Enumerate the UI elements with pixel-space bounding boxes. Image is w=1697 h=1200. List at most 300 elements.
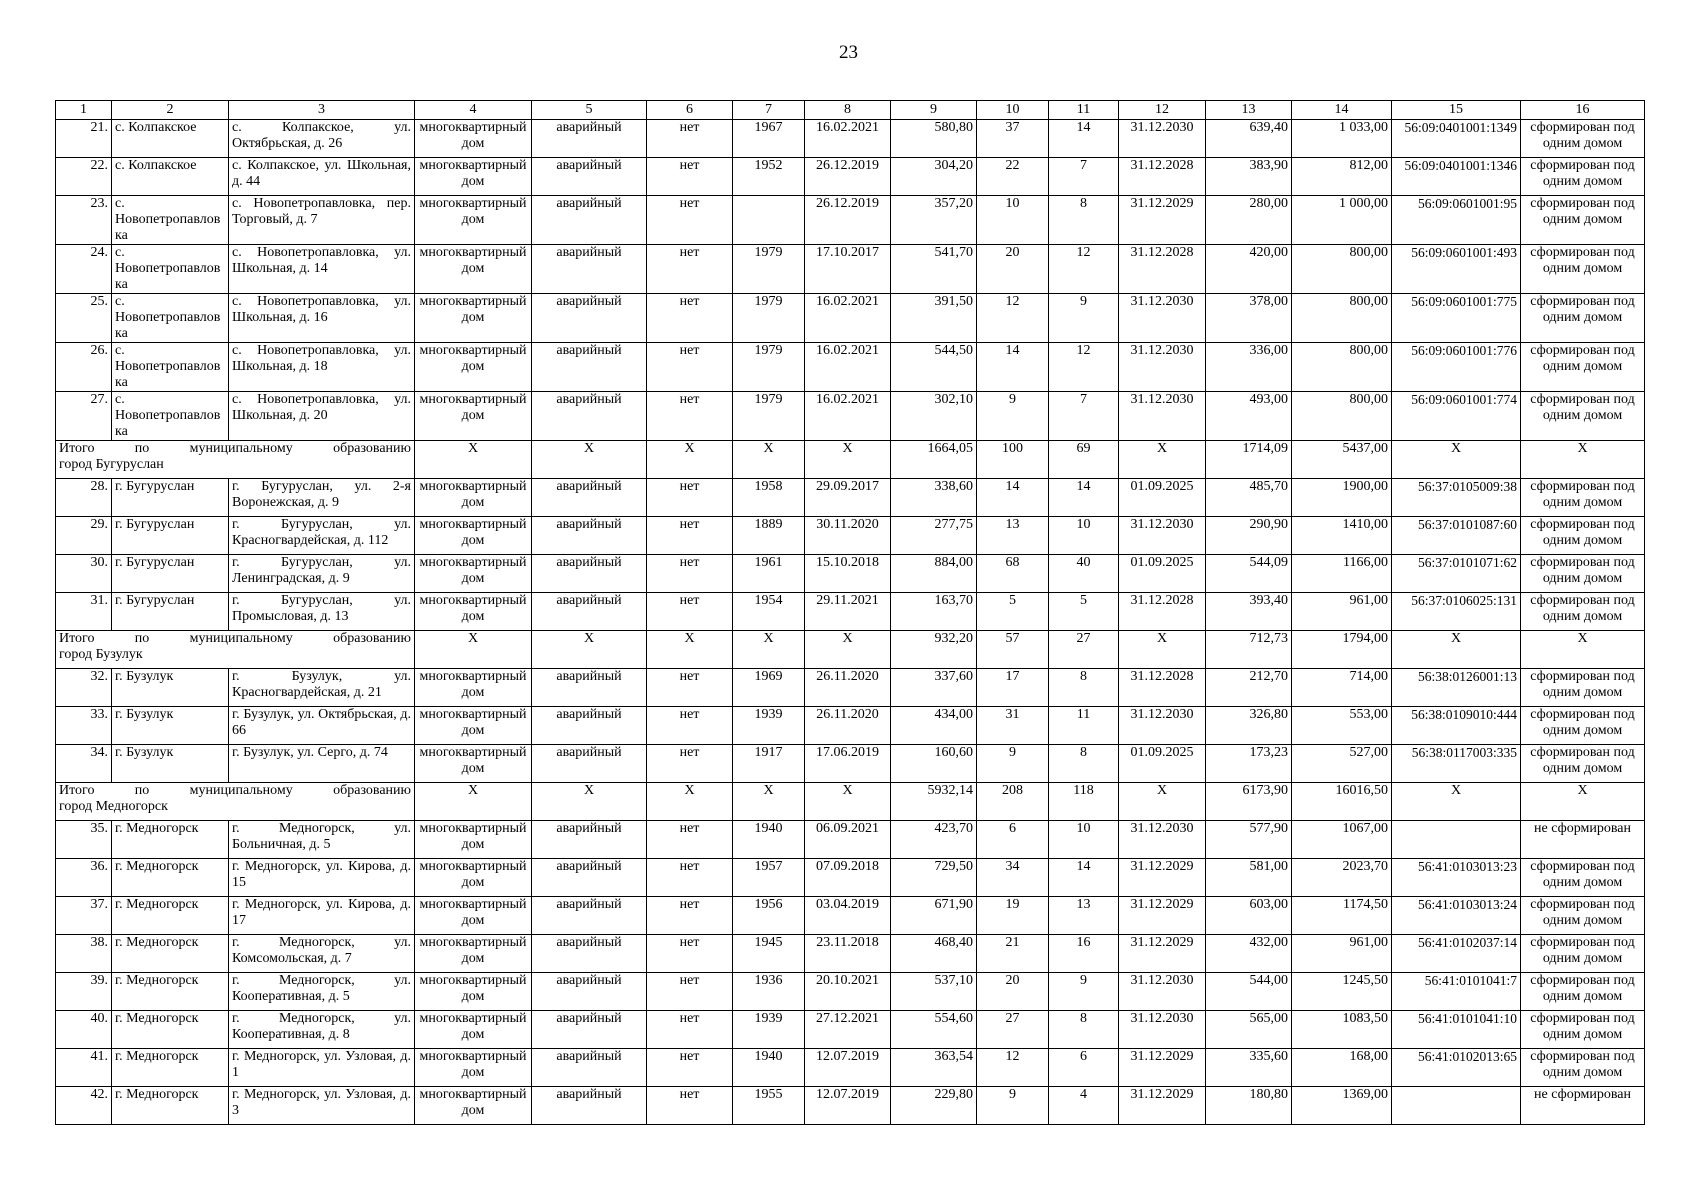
subtotal-flats: 118 bbox=[1049, 783, 1119, 821]
cell-cost: 1 000,00 bbox=[1292, 196, 1392, 245]
cell-address: г. Медногорск, ул. Кирова, д. 15 bbox=[229, 859, 415, 897]
cell-resettled-area: 173,23 bbox=[1206, 745, 1292, 783]
cell-flats: 8 bbox=[1049, 669, 1119, 707]
cell-settlement: с. Новопетропавловка bbox=[112, 343, 229, 392]
cell-condition: аварийный bbox=[532, 1049, 647, 1087]
cell-total-area: 304,20 bbox=[891, 158, 977, 196]
cell-resettled-area: 290,90 bbox=[1206, 517, 1292, 555]
cell-flats: 8 bbox=[1049, 745, 1119, 783]
cell-cost: 961,00 bbox=[1292, 593, 1392, 631]
table-row bbox=[56, 745, 1645, 783]
cell-resettled-area: 212,70 bbox=[1206, 669, 1292, 707]
table-row bbox=[56, 669, 1645, 707]
subtotal-condition: X bbox=[532, 441, 647, 479]
subtotal-row bbox=[56, 441, 1645, 479]
cell-flats: 12 bbox=[1049, 343, 1119, 392]
cell-land-status: сформирован под одним домом bbox=[1521, 392, 1645, 441]
cell-resettled-area: 420,00 bbox=[1206, 245, 1292, 294]
cell-cost: 1174,50 bbox=[1292, 897, 1392, 935]
subtotal-residents: 100 bbox=[977, 441, 1049, 479]
cell-address: с. Колпакское, ул. Школьная, д. 44 bbox=[229, 158, 415, 196]
column-number-2: 2 bbox=[112, 101, 229, 120]
cell-address: г. Медногорск, ул. Кооперативная, д. 5 bbox=[229, 973, 415, 1011]
cell-cadastral-number bbox=[1392, 1087, 1521, 1125]
cell-cadastral-number: 56:37:0101087:60 bbox=[1392, 517, 1521, 555]
cell-address: с. Новопетропавловка, пер. Торговый, д. 7 bbox=[229, 196, 415, 245]
cell-row-number: 37. bbox=[56, 897, 112, 935]
cell-residents: 34 bbox=[977, 859, 1049, 897]
table-row bbox=[56, 1087, 1645, 1125]
cell-cadastral-number: 56:41:0103013:24 bbox=[1392, 897, 1521, 935]
cell-cost: 168,00 bbox=[1292, 1049, 1392, 1087]
cell-settlement: г. Медногорск bbox=[112, 973, 229, 1011]
subtotal-label bbox=[56, 441, 415, 479]
cell-total-area: 163,70 bbox=[891, 593, 977, 631]
cell-settlement: г. Бузулук bbox=[112, 669, 229, 707]
cell-build-year: 1957 bbox=[733, 859, 805, 897]
cell-total-area: 537,10 bbox=[891, 973, 977, 1011]
cell-deadline: 31.12.2029 bbox=[1119, 1087, 1206, 1125]
column-number-4: 4 bbox=[415, 101, 532, 120]
column-number-7: 7 bbox=[733, 101, 805, 120]
cell-total-area: 391,50 bbox=[891, 294, 977, 343]
cell-land-status: сформирован под одним домом bbox=[1521, 973, 1645, 1011]
cell-wear-note: нет bbox=[647, 935, 733, 973]
column-number-3: 3 bbox=[229, 101, 415, 120]
cell-wear-note: нет bbox=[647, 120, 733, 158]
cell-row-number: 27. bbox=[56, 392, 112, 441]
cell-house-type: многоквартирный дом bbox=[415, 859, 532, 897]
column-number-14: 14 bbox=[1292, 101, 1392, 120]
cell-deadline: 31.12.2030 bbox=[1119, 1011, 1206, 1049]
subtotal-deadline: X bbox=[1119, 631, 1206, 669]
cell-residents: 37 bbox=[977, 120, 1049, 158]
cell-wear-note: нет bbox=[647, 973, 733, 1011]
cell-total-area: 338,60 bbox=[891, 479, 977, 517]
cell-wear-note: нет bbox=[647, 1011, 733, 1049]
cell-build-year: 1939 bbox=[733, 707, 805, 745]
cell-flats: 14 bbox=[1049, 859, 1119, 897]
table-row bbox=[56, 517, 1645, 555]
subtotal-recognition-date: X bbox=[805, 441, 891, 479]
cell-build-year: 1940 bbox=[733, 821, 805, 859]
column-number-9: 9 bbox=[891, 101, 977, 120]
cell-cadastral-number: 56:38:0126001:13 bbox=[1392, 669, 1521, 707]
subtotal-label bbox=[56, 631, 415, 669]
cell-wear-note: нет bbox=[647, 593, 733, 631]
cell-land-status: сформирован под одним домом bbox=[1521, 707, 1645, 745]
cell-total-area: 229,80 bbox=[891, 1087, 977, 1125]
cell-deadline: 31.12.2030 bbox=[1119, 392, 1206, 441]
cell-recognition-date: 12.07.2019 bbox=[805, 1087, 891, 1125]
cell-settlement: с. Новопетропавловка bbox=[112, 294, 229, 343]
cell-build-year: 1979 bbox=[733, 392, 805, 441]
cell-cadastral-number: 56:38:0117003:335 bbox=[1392, 745, 1521, 783]
cell-resettled-area: 581,00 bbox=[1206, 859, 1292, 897]
cell-land-status: сформирован под одним домом bbox=[1521, 343, 1645, 392]
subtotal-recognition-date: X bbox=[805, 783, 891, 821]
subtotal-flats: 69 bbox=[1049, 441, 1119, 479]
cell-residents: 20 bbox=[977, 245, 1049, 294]
cell-resettled-area: 639,40 bbox=[1206, 120, 1292, 158]
subtotal-land-status: X bbox=[1521, 441, 1645, 479]
cell-deadline: 31.12.2028 bbox=[1119, 669, 1206, 707]
cell-condition: аварийный bbox=[532, 294, 647, 343]
cell-row-number: 41. bbox=[56, 1049, 112, 1087]
table-body bbox=[56, 120, 1645, 1125]
cell-house-type: многоквартирный дом bbox=[415, 245, 532, 294]
table-row bbox=[56, 343, 1645, 392]
cell-land-status: сформирован под одним домом bbox=[1521, 245, 1645, 294]
cell-recognition-date: 26.11.2020 bbox=[805, 669, 891, 707]
cell-total-area: 160,60 bbox=[891, 745, 977, 783]
housing-registry-table bbox=[55, 100, 1645, 1125]
table-row bbox=[56, 294, 1645, 343]
cell-recognition-date: 23.11.2018 bbox=[805, 935, 891, 973]
cell-total-area: 302,10 bbox=[891, 392, 977, 441]
subtotal-total-area: 932,20 bbox=[891, 631, 977, 669]
cell-address: г. Медногорск, ул. Кооперативная, д. 8 bbox=[229, 1011, 415, 1049]
table-row bbox=[56, 935, 1645, 973]
cell-cost: 1083,50 bbox=[1292, 1011, 1392, 1049]
cell-house-type: многоквартирный дом bbox=[415, 517, 532, 555]
cell-address: г. Медногорск, ул. Узловая, д. 1 bbox=[229, 1049, 415, 1087]
cell-wear-note: нет bbox=[647, 1049, 733, 1087]
cell-wear-note: нет bbox=[647, 479, 733, 517]
cell-deadline: 31.12.2030 bbox=[1119, 343, 1206, 392]
cell-deadline: 31.12.2030 bbox=[1119, 120, 1206, 158]
cell-cost: 714,00 bbox=[1292, 669, 1392, 707]
cell-cost: 800,00 bbox=[1292, 343, 1392, 392]
cell-resettled-area: 335,60 bbox=[1206, 1049, 1292, 1087]
cell-recognition-date: 16.02.2021 bbox=[805, 343, 891, 392]
cell-flats: 10 bbox=[1049, 821, 1119, 859]
cell-condition: аварийный bbox=[532, 935, 647, 973]
cell-total-area: 337,60 bbox=[891, 669, 977, 707]
subtotal-cadastral-number: X bbox=[1392, 783, 1521, 821]
subtotal-row bbox=[56, 783, 1645, 821]
table-row bbox=[56, 973, 1645, 1011]
cell-resettled-area: 544,09 bbox=[1206, 555, 1292, 593]
cell-total-area: 544,50 bbox=[891, 343, 977, 392]
cell-cost: 812,00 bbox=[1292, 158, 1392, 196]
cell-row-number: 39. bbox=[56, 973, 112, 1011]
cell-row-number: 26. bbox=[56, 343, 112, 392]
cell-land-status: сформирован под одним домом bbox=[1521, 294, 1645, 343]
cell-build-year: 1979 bbox=[733, 343, 805, 392]
cell-deadline: 31.12.2029 bbox=[1119, 859, 1206, 897]
cell-flats: 8 bbox=[1049, 1011, 1119, 1049]
cell-recognition-date: 16.02.2021 bbox=[805, 294, 891, 343]
cell-land-status: сформирован под одним домом bbox=[1521, 479, 1645, 517]
column-number-10: 10 bbox=[977, 101, 1049, 120]
cell-settlement: г. Медногорск bbox=[112, 935, 229, 973]
cell-condition: аварийный bbox=[532, 343, 647, 392]
cell-resettled-area: 544,00 bbox=[1206, 973, 1292, 1011]
cell-recognition-date: 07.09.2018 bbox=[805, 859, 891, 897]
column-number-12: 12 bbox=[1119, 101, 1206, 120]
cell-house-type: многоквартирный дом bbox=[415, 707, 532, 745]
cell-house-type: многоквартирный дом bbox=[415, 294, 532, 343]
cell-address: г. Бугуруслан, ул. 2-я Воронежская, д. 9 bbox=[229, 479, 415, 517]
subtotal-condition: X bbox=[532, 631, 647, 669]
cell-land-status: сформирован под одним домом bbox=[1521, 669, 1645, 707]
cell-house-type: многоквартирный дом bbox=[415, 1049, 532, 1087]
cell-condition: аварийный bbox=[532, 1087, 647, 1125]
cell-house-type: многоквартирный дом bbox=[415, 935, 532, 973]
cell-recognition-date: 06.09.2021 bbox=[805, 821, 891, 859]
cell-row-number: 33. bbox=[56, 707, 112, 745]
table-header bbox=[56, 101, 1645, 120]
cell-row-number: 21. bbox=[56, 120, 112, 158]
subtotal-label-line-1: Итого по муниципальному образованию bbox=[59, 441, 411, 456]
cell-residents: 12 bbox=[977, 1049, 1049, 1087]
cell-wear-note: нет bbox=[647, 158, 733, 196]
cell-residents: 13 bbox=[977, 517, 1049, 555]
cell-cadastral-number: 56:37:0106025:131 bbox=[1392, 593, 1521, 631]
subtotal-cadastral-number: X bbox=[1392, 441, 1521, 479]
cell-row-number: 34. bbox=[56, 745, 112, 783]
cell-condition: аварийный bbox=[532, 479, 647, 517]
cell-row-number: 35. bbox=[56, 821, 112, 859]
cell-deadline: 01.09.2025 bbox=[1119, 479, 1206, 517]
subtotal-cost: 16016,50 bbox=[1292, 783, 1392, 821]
cell-condition: аварийный bbox=[532, 707, 647, 745]
cell-wear-note: нет bbox=[647, 745, 733, 783]
cell-land-status: сформирован под одним домом bbox=[1521, 555, 1645, 593]
subtotal-row bbox=[56, 631, 1645, 669]
cell-cadastral-number: 56:09:0601001:95 bbox=[1392, 196, 1521, 245]
cell-recognition-date: 20.10.2021 bbox=[805, 973, 891, 1011]
cell-settlement: г. Бугуруслан bbox=[112, 555, 229, 593]
cell-flats: 9 bbox=[1049, 973, 1119, 1011]
cell-total-area: 434,00 bbox=[891, 707, 977, 745]
cell-residents: 9 bbox=[977, 392, 1049, 441]
cell-cadastral-number: 56:09:0601001:776 bbox=[1392, 343, 1521, 392]
cell-total-area: 554,60 bbox=[891, 1011, 977, 1049]
cell-settlement: с. Новопетропавловка bbox=[112, 196, 229, 245]
cell-cost: 800,00 bbox=[1292, 294, 1392, 343]
cell-flats: 14 bbox=[1049, 479, 1119, 517]
table-row bbox=[56, 1049, 1645, 1087]
cell-condition: аварийный bbox=[532, 821, 647, 859]
table-row bbox=[56, 120, 1645, 158]
table-row bbox=[56, 593, 1645, 631]
cell-cost: 1166,00 bbox=[1292, 555, 1392, 593]
cell-resettled-area: 485,70 bbox=[1206, 479, 1292, 517]
cell-address: г. Медногорск, ул. Узловая, д. 3 bbox=[229, 1087, 415, 1125]
subtotal-land-status: X bbox=[1521, 783, 1645, 821]
cell-address: с. Новопетропавловка, ул. Школьная, д. 18 bbox=[229, 343, 415, 392]
cell-residents: 27 bbox=[977, 1011, 1049, 1049]
cell-settlement: г. Медногорск bbox=[112, 897, 229, 935]
cell-recognition-date: 16.02.2021 bbox=[805, 392, 891, 441]
cell-flats: 40 bbox=[1049, 555, 1119, 593]
cell-flats: 12 bbox=[1049, 245, 1119, 294]
cell-resettled-area: 493,00 bbox=[1206, 392, 1292, 441]
cell-cost: 1245,50 bbox=[1292, 973, 1392, 1011]
subtotal-label-line-2: город Бузулук bbox=[59, 647, 143, 662]
cell-cadastral-number: 56:37:0105009:38 bbox=[1392, 479, 1521, 517]
cell-flats: 13 bbox=[1049, 897, 1119, 935]
table-row bbox=[56, 555, 1645, 593]
cell-flats: 4 bbox=[1049, 1087, 1119, 1125]
cell-address: г. Бузулук, ул. Красногвардейская, д. 21 bbox=[229, 669, 415, 707]
subtotal-cost: 1794,00 bbox=[1292, 631, 1392, 669]
table-row bbox=[56, 245, 1645, 294]
cell-wear-note: нет bbox=[647, 669, 733, 707]
cell-flats: 6 bbox=[1049, 1049, 1119, 1087]
cell-build-year: 1955 bbox=[733, 1087, 805, 1125]
cell-row-number: 32. bbox=[56, 669, 112, 707]
cell-total-area: 580,80 bbox=[891, 120, 977, 158]
cell-house-type: многоквартирный дом bbox=[415, 120, 532, 158]
cell-total-area: 357,20 bbox=[891, 196, 977, 245]
cell-land-status: сформирован под одним домом bbox=[1521, 859, 1645, 897]
cell-house-type: многоквартирный дом bbox=[415, 392, 532, 441]
cell-resettled-area: 432,00 bbox=[1206, 935, 1292, 973]
cell-cost: 527,00 bbox=[1292, 745, 1392, 783]
cell-residents: 22 bbox=[977, 158, 1049, 196]
cell-condition: аварийный bbox=[532, 392, 647, 441]
cell-row-number: 23. bbox=[56, 196, 112, 245]
subtotal-house-type: X bbox=[415, 631, 532, 669]
cell-flats: 14 bbox=[1049, 120, 1119, 158]
cell-build-year: 1954 bbox=[733, 593, 805, 631]
cell-resettled-area: 336,00 bbox=[1206, 343, 1292, 392]
cell-house-type: многоквартирный дом bbox=[415, 745, 532, 783]
table-row bbox=[56, 821, 1645, 859]
cell-wear-note: нет bbox=[647, 555, 733, 593]
cell-condition: аварийный bbox=[532, 517, 647, 555]
cell-resettled-area: 603,00 bbox=[1206, 897, 1292, 935]
cell-land-status: сформирован под одним домом bbox=[1521, 1049, 1645, 1087]
cell-cadastral-number: 56:41:0102013:65 bbox=[1392, 1049, 1521, 1087]
cell-settlement: г. Бузулук bbox=[112, 707, 229, 745]
cell-recognition-date: 26.12.2019 bbox=[805, 158, 891, 196]
cell-deadline: 31.12.2029 bbox=[1119, 897, 1206, 935]
cell-address: г. Бузулук, ул. Октябрьская, д. 66 bbox=[229, 707, 415, 745]
cell-house-type: многоквартирный дом bbox=[415, 821, 532, 859]
cell-residents: 20 bbox=[977, 973, 1049, 1011]
cell-residents: 31 bbox=[977, 707, 1049, 745]
cell-deadline: 31.12.2030 bbox=[1119, 821, 1206, 859]
cell-build-year: 1979 bbox=[733, 245, 805, 294]
cell-wear-note: нет bbox=[647, 245, 733, 294]
cell-total-area: 671,90 bbox=[891, 897, 977, 935]
cell-cost: 1369,00 bbox=[1292, 1087, 1392, 1125]
column-number-5: 5 bbox=[532, 101, 647, 120]
subtotal-resettled-area: 6173,90 bbox=[1206, 783, 1292, 821]
table-row bbox=[56, 1011, 1645, 1049]
subtotal-label-line-2: город Медногорск bbox=[59, 799, 168, 814]
cell-cadastral-number: 56:41:0101041:7 bbox=[1392, 973, 1521, 1011]
cell-land-status: сформирован под одним домом bbox=[1521, 196, 1645, 245]
table-row bbox=[56, 859, 1645, 897]
cell-cost: 1 033,00 bbox=[1292, 120, 1392, 158]
cell-flats: 5 bbox=[1049, 593, 1119, 631]
cell-condition: аварийный bbox=[532, 245, 647, 294]
cell-cadastral-number: 56:41:0103013:23 bbox=[1392, 859, 1521, 897]
cell-address: г. Медногорск, ул. Кирова, д. 17 bbox=[229, 897, 415, 935]
cell-residents: 6 bbox=[977, 821, 1049, 859]
cell-settlement: г. Бугуруслан bbox=[112, 593, 229, 631]
cell-house-type: многоквартирный дом bbox=[415, 196, 532, 245]
cell-total-area: 541,70 bbox=[891, 245, 977, 294]
cell-settlement: с. Колпакское bbox=[112, 120, 229, 158]
cell-address: г. Бугуруслан, ул. Промысловая, д. 13 bbox=[229, 593, 415, 631]
subtotal-resettled-area: 1714,09 bbox=[1206, 441, 1292, 479]
cell-wear-note: нет bbox=[647, 707, 733, 745]
cell-condition: аварийный bbox=[532, 973, 647, 1011]
cell-flats: 9 bbox=[1049, 294, 1119, 343]
subtotal-residents: 208 bbox=[977, 783, 1049, 821]
cell-cadastral-number: 56:09:0601001:774 bbox=[1392, 392, 1521, 441]
cell-row-number: 24. bbox=[56, 245, 112, 294]
cell-wear-note: нет bbox=[647, 1087, 733, 1125]
cell-residents: 21 bbox=[977, 935, 1049, 973]
cell-build-year: 1917 bbox=[733, 745, 805, 783]
cell-residents: 12 bbox=[977, 294, 1049, 343]
column-number-row bbox=[56, 101, 1645, 120]
cell-settlement: г. Медногорск bbox=[112, 859, 229, 897]
cell-total-area: 277,75 bbox=[891, 517, 977, 555]
cell-resettled-area: 326,80 bbox=[1206, 707, 1292, 745]
cell-recognition-date: 17.06.2019 bbox=[805, 745, 891, 783]
subtotal-build-year: X bbox=[733, 631, 805, 669]
column-number-11: 11 bbox=[1049, 101, 1119, 120]
cell-condition: аварийный bbox=[532, 196, 647, 245]
cell-recognition-date: 12.07.2019 bbox=[805, 1049, 891, 1087]
subtotal-flats: 27 bbox=[1049, 631, 1119, 669]
cell-recognition-date: 26.11.2020 bbox=[805, 707, 891, 745]
cell-deadline: 31.12.2028 bbox=[1119, 158, 1206, 196]
subtotal-total-area: 1664,05 bbox=[891, 441, 977, 479]
cell-condition: аварийный bbox=[532, 158, 647, 196]
cell-residents: 68 bbox=[977, 555, 1049, 593]
cell-resettled-area: 383,90 bbox=[1206, 158, 1292, 196]
cell-address: г. Бузулук, ул. Серго, д. 74 bbox=[229, 745, 415, 783]
cell-recognition-date: 16.02.2021 bbox=[805, 120, 891, 158]
cell-flats: 8 bbox=[1049, 196, 1119, 245]
cell-settlement: с. Новопетропавловка bbox=[112, 392, 229, 441]
cell-recognition-date: 03.04.2019 bbox=[805, 897, 891, 935]
cell-cost: 961,00 bbox=[1292, 935, 1392, 973]
subtotal-label bbox=[56, 783, 415, 821]
cell-build-year: 1936 bbox=[733, 973, 805, 1011]
cell-settlement: г. Медногорск bbox=[112, 1087, 229, 1125]
cell-flats: 7 bbox=[1049, 158, 1119, 196]
cell-resettled-area: 180,80 bbox=[1206, 1087, 1292, 1125]
cell-total-area: 884,00 bbox=[891, 555, 977, 593]
cell-address: г. Бугуруслан, ул. Ленинградская, д. 9 bbox=[229, 555, 415, 593]
cell-cadastral-number: 56:09:0401001:1346 bbox=[1392, 158, 1521, 196]
subtotal-residents: 57 bbox=[977, 631, 1049, 669]
subtotal-land-status: X bbox=[1521, 631, 1645, 669]
cell-row-number: 36. bbox=[56, 859, 112, 897]
cell-wear-note: нет bbox=[647, 294, 733, 343]
cell-build-year: 1961 bbox=[733, 555, 805, 593]
column-number-13: 13 bbox=[1206, 101, 1292, 120]
cell-residents: 10 bbox=[977, 196, 1049, 245]
cell-cost: 800,00 bbox=[1292, 392, 1392, 441]
cell-deadline: 01.09.2025 bbox=[1119, 745, 1206, 783]
cell-recognition-date: 29.11.2021 bbox=[805, 593, 891, 631]
table-row bbox=[56, 158, 1645, 196]
cell-deadline: 31.12.2029 bbox=[1119, 196, 1206, 245]
cell-deadline: 31.12.2030 bbox=[1119, 973, 1206, 1011]
cell-house-type: многоквартирный дом bbox=[415, 973, 532, 1011]
